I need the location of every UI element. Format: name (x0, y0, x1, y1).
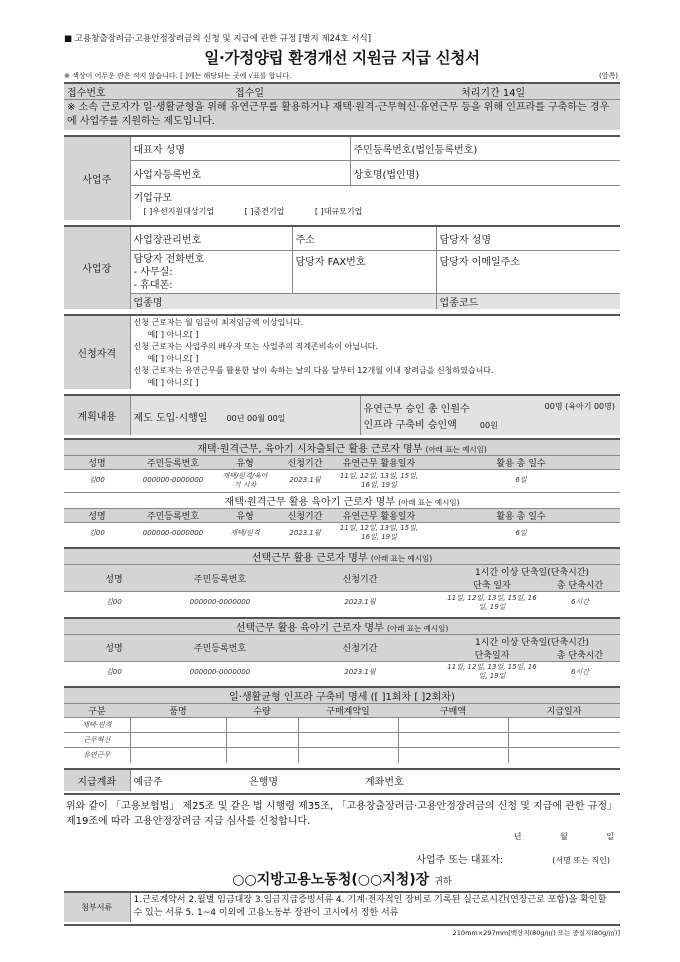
col-type: 유형 (236, 459, 254, 469)
eligibility-q3-answer[interactable]: 예[ ] 아니오[ ] (147, 377, 199, 387)
eligibility-section (64, 314, 620, 389)
table-row: 유연근무 (64, 748, 620, 763)
col-total-days: 활용 총 일수 (496, 511, 546, 522)
flex-work-roster-title: 선택근무 활용 근로자 명부 (아래 표는 예시임) (251, 553, 433, 564)
col-name: 성명 (88, 511, 106, 522)
page-side: (앞쪽) (599, 72, 618, 80)
attachments-list: 1.근로계약서 2.월별 임금대장 3.임금지급증빙서류 4. 기계·전자적인 장비로 기록된 실근로시간(연장근로 포함)을 확인할 수 있는 서류 5. 1~4 이외에 고용노동부 장관이 고시에서 정한 서류 (130, 892, 620, 922)
col-type: 유형 (236, 511, 254, 522)
infra-cost-title: 일·생활균형 인프라 구축비 명세 ([ ]1회차 [ ]2회차) (229, 692, 455, 703)
eligibility-q2-answer[interactable]: 예[ ] 아니오[ ] (147, 353, 199, 363)
eligibility-questions (130, 315, 620, 389)
biz-reg-no-field[interactable]: 사업자등록번호 (130, 161, 350, 186)
account-number-field[interactable]: 계좌번호 (365, 776, 404, 788)
childcare-telework-roster-title: 재택·원격근무 활용 육아기 근로자 명부 (아래 표는 예시임) (224, 496, 460, 508)
col-name: 성명 (105, 574, 123, 585)
table-row: 근무혁신 (64, 733, 620, 748)
regulation-line: ■ 고용창출장려금·고용안정장려금의 신청 및 지급에 관한 규정 [별지 제24호 서식] (64, 34, 372, 44)
col-resident-no: 주민등록번호 (193, 644, 247, 654)
col-contract-date: 구매계약일 (326, 707, 370, 717)
col-use-dates: 유연근무 활용일자 (342, 511, 416, 522)
company-size-label: 기업규모 (133, 192, 173, 204)
approval-field[interactable] (360, 395, 620, 435)
infra-cost-table (64, 686, 620, 763)
childcare-flex-roster-title: 선택근무 활용 육아기 근로자 명부 (아래 표는 예시임) (235, 622, 449, 634)
eligibility-label: 신청자격 (64, 315, 130, 389)
declaration-block (64, 793, 620, 889)
account-holder-field[interactable]: 예금주 (130, 769, 246, 791)
col-total-reduced: 총 단축시간 (556, 581, 604, 591)
receipt-section (64, 82, 620, 130)
eligibility-q3: 신청 근로자는 유연근무를 활용한 날이 속하는 날의 다음 달부터 12개월 이내 장려금을 신청하였습니다. (133, 365, 494, 375)
addressee: ○○지방고용노동청(○○지청)장 귀하 (232, 871, 452, 888)
col-reduced-dates: 단축 일자 (473, 581, 511, 591)
col-amount: 구매액 (439, 707, 467, 717)
workplace-label: 사업장 (64, 226, 130, 310)
col-item: 품명 (169, 707, 187, 717)
table-row: 김00 000000-0000000 재택/원격/육아기 시차 2023.1월 11일, 12일, 13일, 15일, 16일, 19일 6일 (64, 470, 620, 492)
table-row: 재택·원격 (64, 718, 620, 733)
company-size-field (130, 186, 620, 220)
manager-phone-label: 담당자 전화번호 (133, 254, 205, 265)
address-field[interactable]: 주소 (292, 226, 436, 251)
col-resident-no: 주민등록번호 (193, 574, 247, 585)
manager-email-field[interactable]: 담당자 이메일주소 (436, 251, 620, 294)
col-resident-no: 주민등록번호 (146, 511, 200, 522)
signature-line[interactable]: 사업주 또는 대표자: (서명 또는 직인) (416, 854, 610, 866)
company-name-field[interactable]: 상호명(법인명) (350, 161, 620, 186)
eligibility-q1: 신청 근로자는 월 임금이 최저임금액 이상입니다. (133, 317, 304, 327)
size-option-large[interactable]: [ ]대규모기업 (314, 206, 363, 216)
col-period: 신청기간 (287, 511, 323, 522)
col-period: 신청기간 (287, 459, 323, 469)
account-label: 지급계좌 (64, 769, 130, 791)
col-use-dates: 유연근무 활용일자 (342, 459, 416, 469)
infra-approved-value: 00원 (479, 420, 498, 430)
attachments-label: 첨부서류 (64, 892, 130, 922)
col-name: 성명 (105, 644, 123, 654)
program-notice: ※ 소속 근로자가 일·생활균형을 위해 유연근무를 활용하거나 재택·원격·근무혁신·유연근무 등을 위해 인프라를 구축하는 경우에 사업주를 지원하는 제도입니다. (67, 101, 610, 127)
industry-code-field[interactable]: 업종코드 (436, 294, 620, 310)
col-resident-no: 주민등록번호 (146, 459, 200, 469)
table-row: 김00 000000-0000000 재택/원격 2023.1월 11일, 12일, 13일, 15일, 16일, 19일 6일 (64, 522, 620, 544)
declaration-text: 위와 같이 「고용보험법」 제25조 및 같은 법 시행령 제35조, 「고용창출장려금·고용안정장려금의 신청 및 지급에 관한 규정」 제19조에 따라 고용안정장려금 지급 심사를 신청합니다. (66, 800, 618, 827)
date-line[interactable]: 년 월 일 (513, 831, 614, 841)
table-row: 김00 000000-0000000 2023.1월 11일, 12일, 13일, 15일, 16일, 19일 6시간 (64, 592, 620, 614)
table-row: 김00 000000-0000000 2023.1월 11일, 12일, 13일, 15일, 16일, 19일 6시간 (64, 661, 620, 683)
eligibility-q1-answer[interactable]: 예[ ] 아니오[ ] (147, 329, 199, 339)
telework-roster-title: 재택·원격근무, 육아기 시차출퇴근 활용 근로자 명부 (아래 표는 예시임) (197, 444, 487, 455)
receipt-number: 접수번호 (67, 88, 106, 99)
col-period: 신청기간 (342, 644, 378, 654)
telework-roster-table (64, 438, 620, 492)
col-reduced-dates: 단축일자 (474, 650, 510, 661)
workplace-section (64, 225, 620, 310)
form-note-row (64, 70, 620, 82)
resident-no-field[interactable]: 주민등록번호(법인등록번호) (350, 136, 620, 161)
industry-field[interactable]: 업종명 (130, 294, 436, 310)
paper-spec: 210mm×297mm[백상지(80g/㎡) 또는 중질지(80g/㎡)] (64, 924, 620, 937)
col-pay-date: 지급일자 (546, 707, 582, 717)
col-name: 성명 (88, 459, 106, 469)
size-option-midsize[interactable]: [ ]중견기업 (244, 206, 285, 216)
intro-date-field[interactable] (130, 395, 360, 435)
col-reduced-days: 1시간 이상 단축일(단축시간) (474, 637, 590, 648)
mobile-phone: - 휴대폰: (133, 280, 173, 291)
col-total-days: 활용 총 일수 (496, 459, 546, 469)
col-period: 신청기간 (342, 574, 378, 585)
childcare-flex-roster-table (64, 617, 620, 684)
bank-name-field[interactable]: 은행명 (249, 776, 278, 788)
rep-name-field[interactable]: 대표자 성명 (130, 136, 350, 161)
col-category: 구분 (88, 707, 106, 717)
flex-work-roster-table (64, 547, 620, 614)
intro-date-label: 제도 도입·시행일 (133, 413, 208, 424)
office-phone: - 사무실: (133, 267, 173, 278)
approved-label: 유연근무 승인 총 인원수 (363, 403, 470, 415)
intro-date-value: 00년 00월 00일 (226, 414, 286, 423)
receipt-date: 접수일 (235, 88, 264, 99)
col-total-reduced: 총 단축시간 (556, 650, 604, 661)
attachments-section (64, 891, 620, 922)
size-option-priority[interactable]: [ ]우선지원대상기업 (143, 206, 215, 216)
approved-value: 00명 (육아기 00명) (544, 401, 615, 411)
col-reduced-days: 1시간 이상 단축일(단축시간) (474, 568, 590, 578)
manager-phone-field[interactable] (130, 251, 292, 294)
mgmt-no-field[interactable]: 사업장관리번호 (130, 226, 292, 251)
plan-section (64, 394, 620, 435)
form-title: 일·가정양립 환경개선 지원금 지급 신청서 (204, 49, 480, 67)
form-note: ※ 색상이 어두운 란은 적지 않습니다. [ ]에는 해당되는 곳에 √표를 합니다. (64, 72, 292, 80)
application-form (64, 32, 620, 937)
processing-period: 처리기간 14일 (461, 88, 526, 99)
childcare-telework-roster-table (64, 492, 620, 545)
payment-account-section (64, 768, 620, 791)
manager-fax-field[interactable]: 담당자 FAX번호 (292, 251, 436, 294)
infra-approved-label: 인프라 구축비 승인액 (363, 419, 457, 431)
col-quantity: 수량 (253, 707, 271, 717)
employer-section (64, 135, 620, 220)
employer-label: 사업주 (64, 136, 130, 220)
manager-name-field[interactable]: 담당자 성명 (436, 226, 620, 251)
eligibility-q2: 신청 근로자는 사업주의 배우자 또는 사업주의 직계존비속이 아닙니다. (133, 341, 378, 351)
plan-label: 계획내용 (64, 395, 130, 435)
